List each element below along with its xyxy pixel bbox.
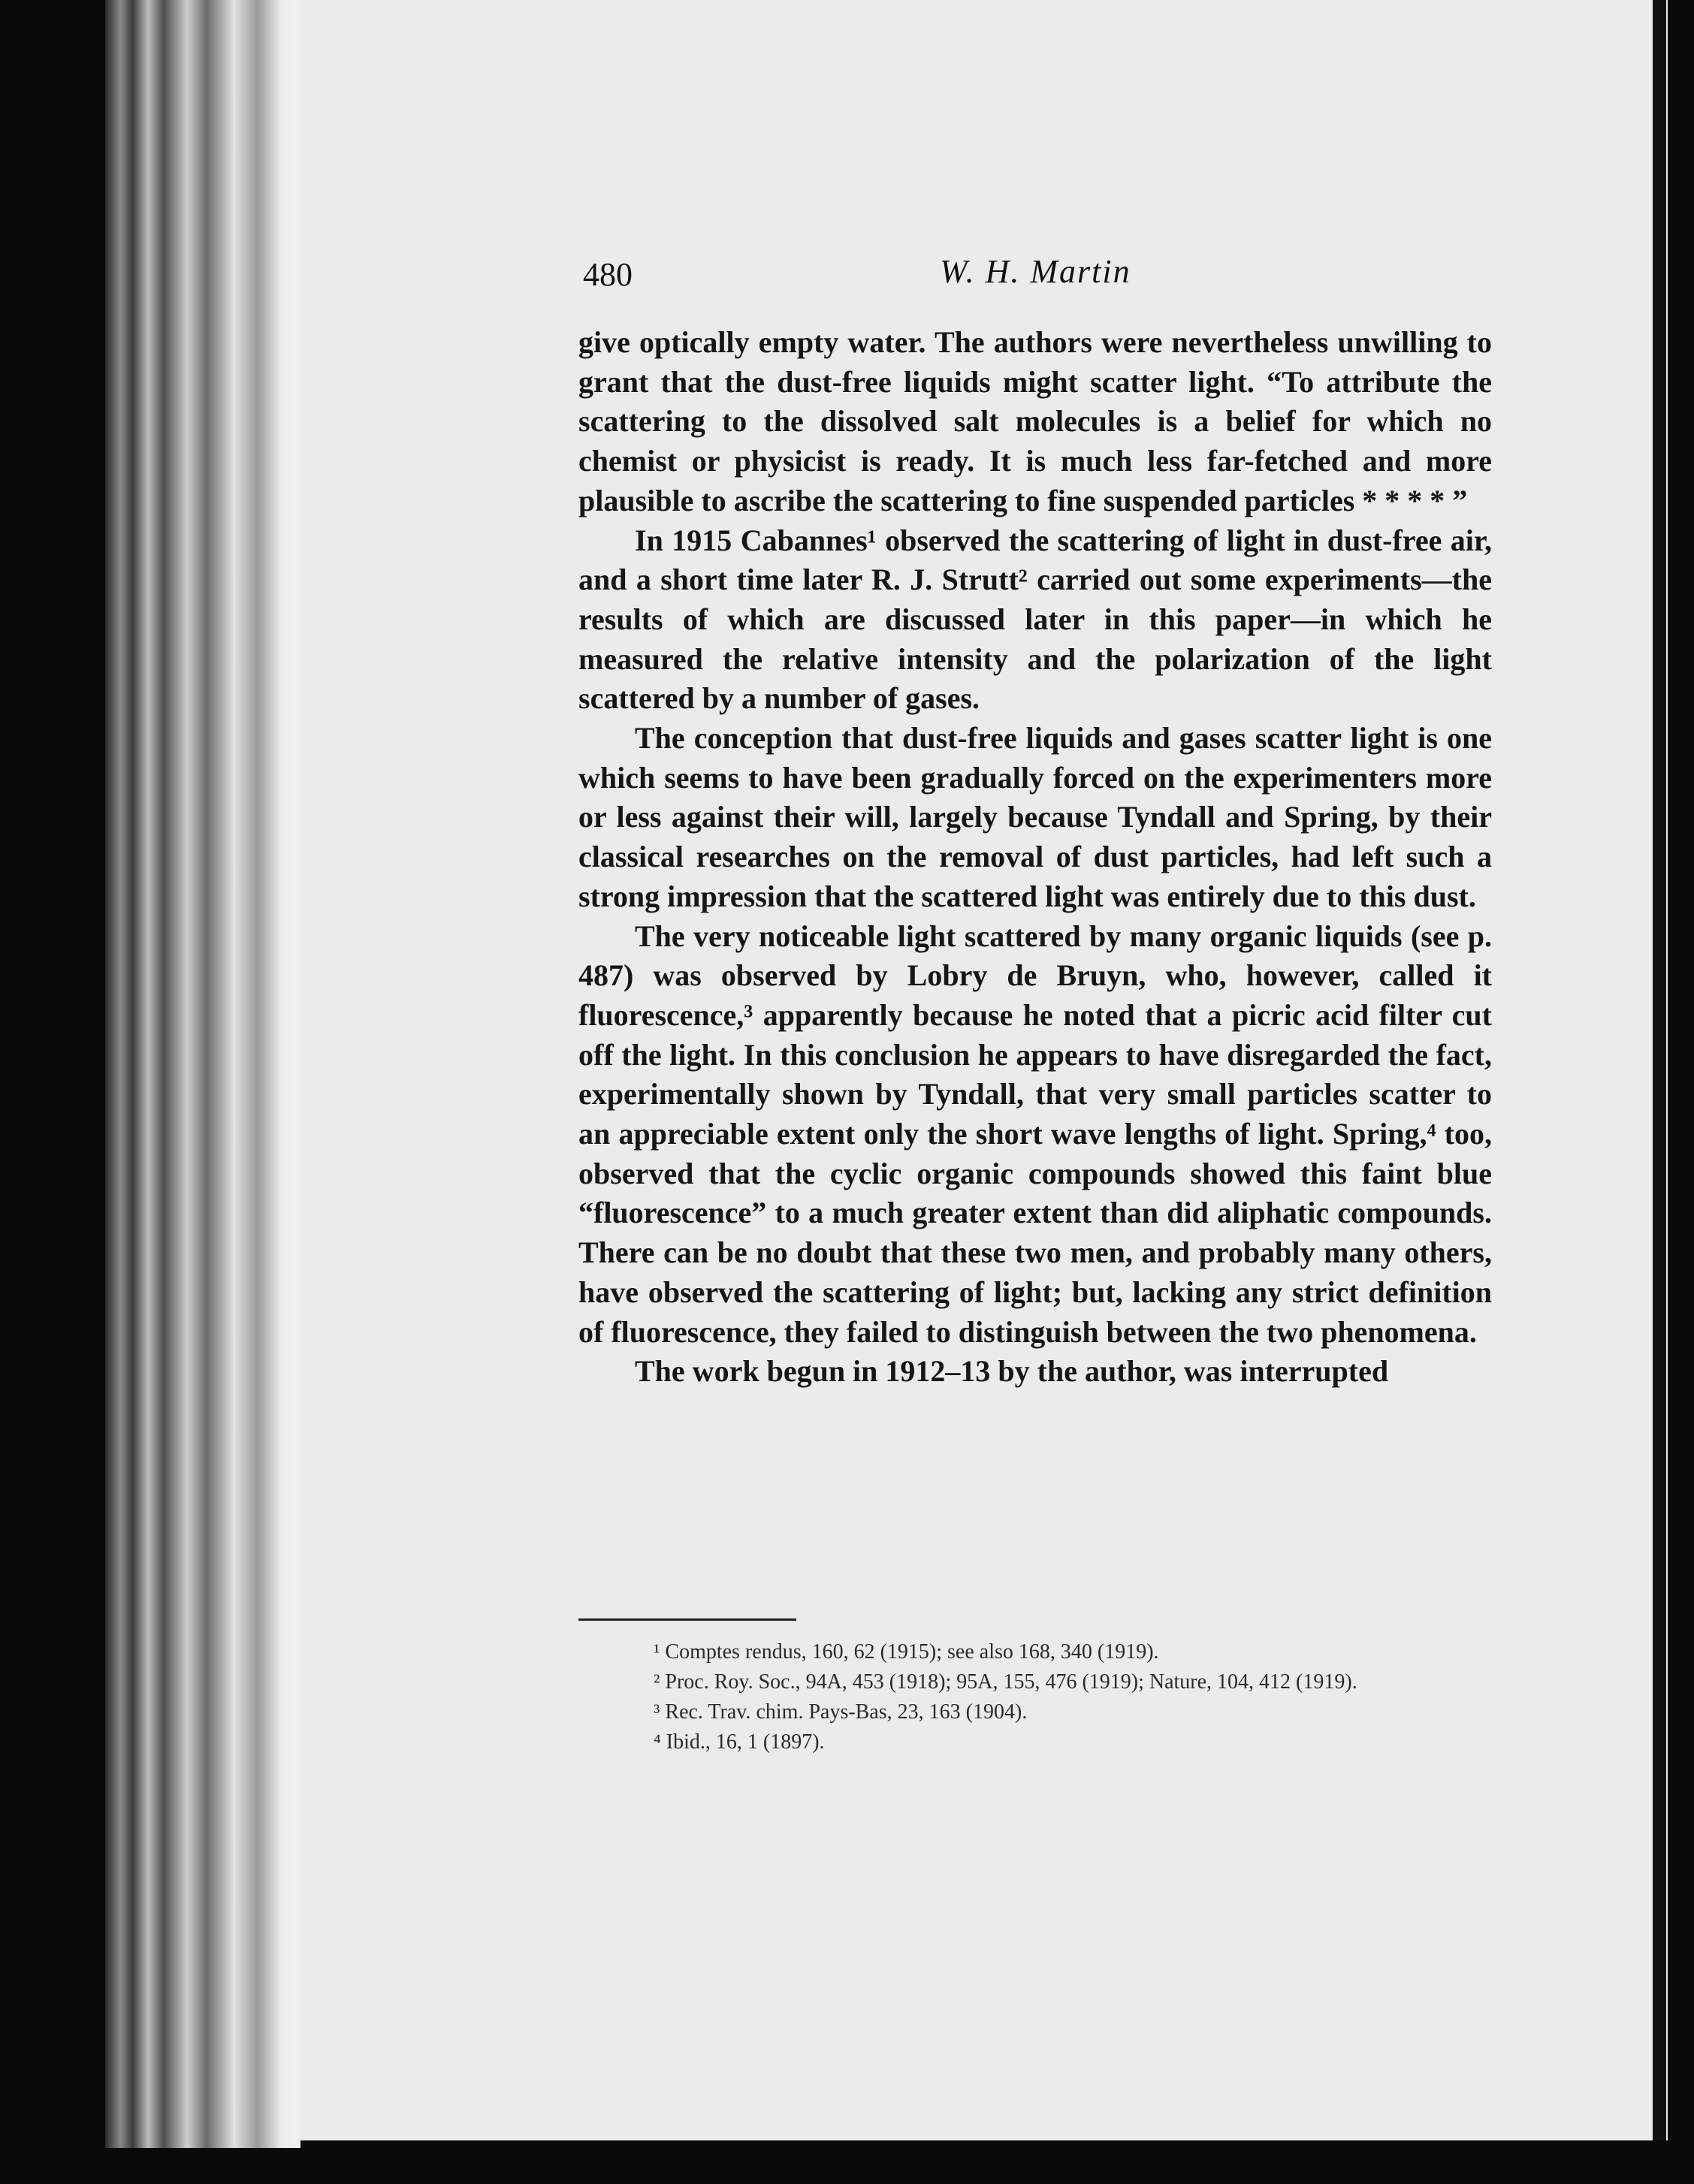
- paragraph: The work begun in 1912–13 by the author, was interrupted: [635, 1354, 1389, 1389]
- footnote-rule: [578, 1618, 796, 1621]
- footnote: ¹ Comptes rendus, 160, 62 (1915); see also 168, 340 (1919).: [654, 1640, 1159, 1664]
- footnotes: [571, 1637, 1492, 1757]
- page-number: 480: [583, 256, 633, 293]
- paragraph: give optically empty water. The authors were nevertheless unwilling to grant that the dust-free liquids might scatter light. “To attribute the scattering to the dissolved salt molecules is a belief for which no chemist or physicist is ready. It is much less far-fetched and more plausible to ascribe the scattering to fine suspended particles * * * * ”: [578, 325, 1492, 517]
- paragraph: The conception that dust-free liquids and gases scatter light is one which seems to have been gradually forced on the experimenters more or less against their will, largely because Tyndall and Spring, by their classical researches on the removal of dust particles, had left such a strong impression that the scattered light was entirely due to this dust.: [578, 721, 1492, 913]
- page-header: [583, 248, 1492, 308]
- paragraph: The very noticeable light scattered by many organic liquids (see p. 487) was observed by Lobry de Bruyn, who, however, called it fluorescence,³ apparently because he noted that a picric acid filter cut off the light. In this conclusion he appears to have disregarded the fact, experimentally shown by Tyndall, that very small particles scatter to an appreciable extent only the short wave lengths of light. Spring,⁴ too, observed that the cyclic organic compounds showed this faint blue “fluorescence” to a much greater extent than did aliphatic compounds. There can be no doubt that these two men, and probably many others, have observed the scattering of light; but, lacking any strict definition of fluorescence, they failed to distinguish between the two phenomena.: [578, 919, 1492, 1349]
- footnote: ⁴ Ibid., 16, 1 (1897).: [654, 1730, 825, 1754]
- page-edge-shadow: [1653, 0, 1666, 2140]
- footnote: ² Proc. Roy. Soc., 94A, 453 (1918); 95A, 155, 476 (1919); Nature, 104, 412 (1919).: [654, 1670, 1357, 1694]
- running-title: W. H. Martin: [940, 253, 1131, 290]
- paragraph: In 1915 Cabannes¹ observed the scattering of light in dust-free air, and a short time later R. J. Strutt² carried out some experiments—the results of which are discussed later in this paper—in which he measured the relative intensity and the polarization of the light scattered by a number of gases.: [578, 523, 1492, 716]
- footnote: ³ Rec. Trav. chim. Pays-Bas, 23, 163 (1904).: [654, 1700, 1028, 1724]
- body-text: [578, 323, 1492, 1392]
- book-spine-edge: [105, 0, 300, 2148]
